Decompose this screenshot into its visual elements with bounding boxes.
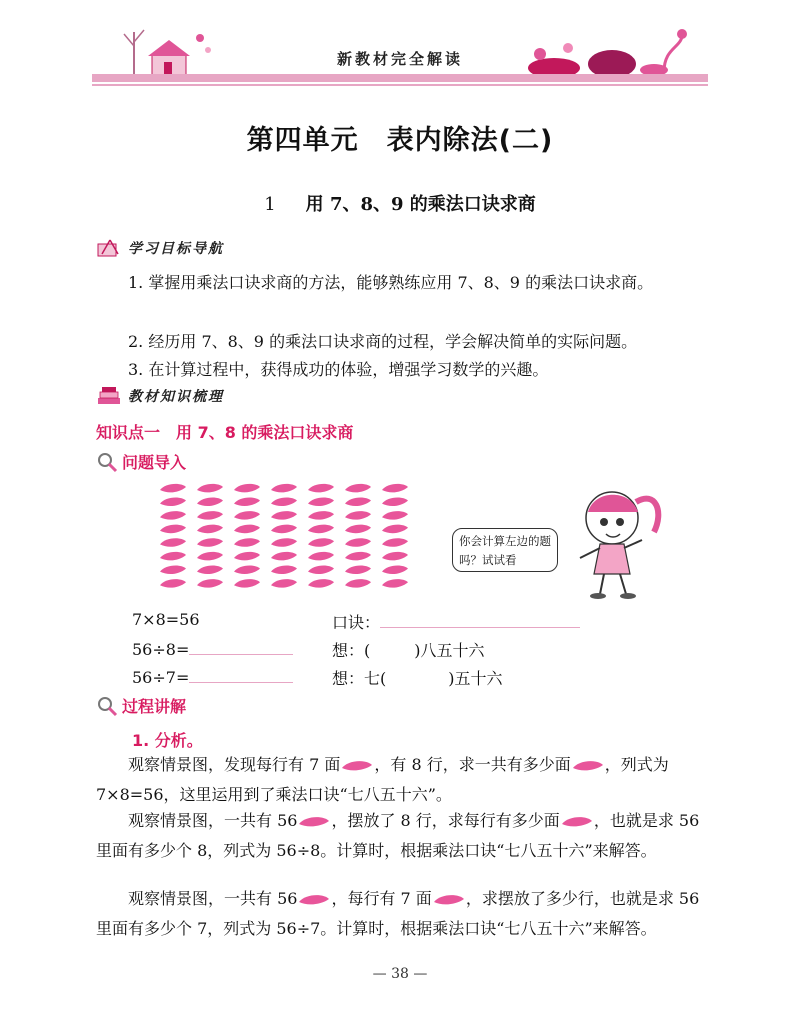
- leaf-1-3: [234, 484, 260, 493]
- p1-part-b: ，有 8 行，求一共有多少面: [374, 755, 571, 774]
- leaf-2-4: [271, 497, 297, 506]
- goals-heading-text: 学习目标导航: [128, 241, 224, 257]
- leaf-3-7: [382, 511, 408, 520]
- leaf-5-2: [197, 538, 223, 547]
- leaf-icon: [432, 893, 466, 907]
- unit-title: 第四单元 表内除法(二): [246, 125, 554, 156]
- leaf-7-7: [382, 565, 408, 574]
- leaf-4-2: [197, 525, 223, 534]
- leaf-icon: [297, 893, 331, 907]
- leaf-3-6: [345, 511, 371, 520]
- p2-part-a: 观察情景图，一共有 56: [128, 811, 298, 830]
- hint-3-suffix: )五十六: [448, 669, 503, 688]
- leaf-5-1: [160, 538, 186, 547]
- leaf-icon: [560, 815, 594, 829]
- equation-3-text: 56÷7=: [132, 668, 190, 687]
- leaf-8-4: [271, 579, 297, 588]
- leaf-3-3: [234, 511, 260, 520]
- leaf-5-5: [308, 538, 334, 547]
- speech-bubble: 你会计算左边的题吗？试试看: [452, 528, 558, 572]
- leaf-6-1: [160, 552, 186, 561]
- lesson-title: [0, 190, 800, 216]
- process-step: 1. 分析。: [132, 731, 203, 750]
- leaf-2-6: [345, 497, 371, 506]
- leaf-8-3: [234, 579, 260, 588]
- books-icon: [96, 386, 122, 406]
- p1-part-a: 观察情景图，发现每行有 7 面: [128, 755, 341, 774]
- hint-2-prefix: 想：(: [332, 641, 371, 660]
- leaf-1-6: [345, 484, 371, 493]
- leaf-4-3: [234, 525, 260, 534]
- leaf-7-6: [345, 565, 371, 574]
- leaf-4-4: [271, 525, 297, 534]
- leaf-3-1: [160, 511, 186, 520]
- lesson-name: 用 7、8、9 的乘法口诀求商: [305, 194, 536, 215]
- hint-2-suffix: )八五十六: [414, 641, 485, 660]
- goal-item-1: 1. 掌握用乘法口诀求商的方法，能够熟练应用 7、8、9 的乘法口诀求商。: [128, 273, 654, 292]
- leaf-4-6: [345, 525, 371, 534]
- leaf-8-1: [160, 579, 186, 588]
- p2-part-b: ，摆放了 8 行，求每行有多少面: [331, 811, 560, 830]
- process-heading-text: 过程讲解: [122, 697, 187, 716]
- header-band: [92, 74, 708, 82]
- page-number: — 38 —: [372, 966, 428, 982]
- leaf-grid: [158, 480, 428, 590]
- goal-item-3: 3. 在计算过程中，获得成功的体验，增强学习数学的兴趣。: [128, 360, 549, 379]
- leaf-1-5: [308, 484, 334, 493]
- hint-1: [332, 610, 580, 633]
- process-heading: [96, 694, 186, 717]
- leaf-3-2: [197, 511, 223, 520]
- intro-heading: [96, 450, 186, 473]
- p3-part-b: ，每行有 7 面: [331, 889, 432, 908]
- leaf-icon: [340, 759, 374, 773]
- answer-blank-1[interactable]: [380, 611, 580, 628]
- leaf-6-7: [382, 552, 408, 561]
- knowledge-heading-text: 教材知识梳理: [128, 389, 224, 405]
- hint-3: [332, 666, 503, 689]
- leaf-4-1: [160, 525, 186, 534]
- leaf-6-6: [345, 552, 371, 561]
- equation-2: [132, 638, 293, 659]
- lesson-number: 1: [264, 194, 276, 215]
- leaf-6-3: [234, 552, 260, 561]
- leaf-8-5: [308, 579, 334, 588]
- magnifier-icon: [96, 451, 118, 473]
- compass-book-icon: [96, 238, 122, 258]
- answer-blank-3[interactable]: [189, 666, 293, 683]
- leaf-8-6: [345, 579, 371, 588]
- header-title: 新教材完全解读: [336, 50, 463, 68]
- leaf-6-2: [197, 552, 223, 561]
- goals-heading: [96, 238, 224, 258]
- leaf-4-7: [382, 525, 408, 534]
- leaf-7-2: [197, 565, 223, 574]
- leaf-1-4: [271, 484, 297, 493]
- leaf-7-5: [308, 565, 334, 574]
- equation-3: [132, 666, 293, 687]
- leaf-2-7: [382, 497, 408, 506]
- girl-illustration: [560, 482, 670, 600]
- leaf-1-1: [160, 484, 186, 493]
- leaf-5-4: [271, 538, 297, 547]
- process-paragraph-3: [96, 884, 708, 944]
- equation-2-text: 56÷8=: [132, 640, 190, 659]
- hint-3-prefix: 想：七(: [332, 669, 387, 688]
- leaf-3-5: [308, 511, 334, 520]
- goal-item-2: 2. 经历用 7、8、9 的乘法口诀求商的过程，学会解决简单的实际问题。: [128, 332, 638, 351]
- magnifier-icon: [96, 695, 118, 717]
- leaf-7-1: [160, 565, 186, 574]
- leaf-6-4: [271, 552, 297, 561]
- leaf-icon: [297, 815, 331, 829]
- leaf-2-2: [197, 497, 223, 506]
- hint-2: [332, 638, 485, 661]
- header-rule: [92, 84, 708, 86]
- leaf-5-7: [382, 538, 408, 547]
- leaf-5-6: [345, 538, 371, 547]
- leaf-4-5: [308, 525, 334, 534]
- leaf-1-7: [382, 484, 408, 493]
- p3-part-a: 观察情景图，一共有 56: [128, 889, 298, 908]
- process-paragraph-2: [96, 806, 708, 866]
- leaf-2-3: [234, 497, 260, 506]
- leaf-2-1: [160, 497, 186, 506]
- process-paragraph-1: [96, 750, 708, 810]
- intro-heading-text: 问题导入: [122, 453, 187, 472]
- p2-part-c: ，也就是求 56 里面有多少个 8，列式为 56÷8。计算时，根据乘法口诀“七八五十六”来解答。: [96, 811, 700, 860]
- leaf-5-3: [234, 538, 260, 547]
- p1-part-c: ，列式为 7×8=56，这里运用到了乘法口诀“七八五十六”。: [96, 755, 669, 804]
- leaf-7-3: [234, 565, 260, 574]
- leaf-6-5: [308, 552, 334, 561]
- answer-blank-2[interactable]: [189, 638, 293, 655]
- leaf-1-2: [197, 484, 223, 493]
- p3-part-c: ，求摆放了多少行，也就是求 56 里面有多少个 7，列式为 56÷7。计算时，根据乘法口诀“七八五十六”来解答。: [96, 889, 700, 938]
- leaf-7-4: [271, 565, 297, 574]
- leaf-8-2: [197, 579, 223, 588]
- leaf-2-5: [308, 497, 334, 506]
- leaf-icon: [571, 759, 605, 773]
- knowledge-heading: [96, 386, 224, 406]
- leaf-8-7: [382, 579, 408, 588]
- leaf-3-4: [271, 511, 297, 520]
- hint-1-text: 口诀：: [332, 613, 381, 632]
- knowledge-point-title: 知识点一 用 7、8 的乘法口诀求商: [96, 423, 354, 442]
- equation-1: 7×8=56: [132, 610, 200, 629]
